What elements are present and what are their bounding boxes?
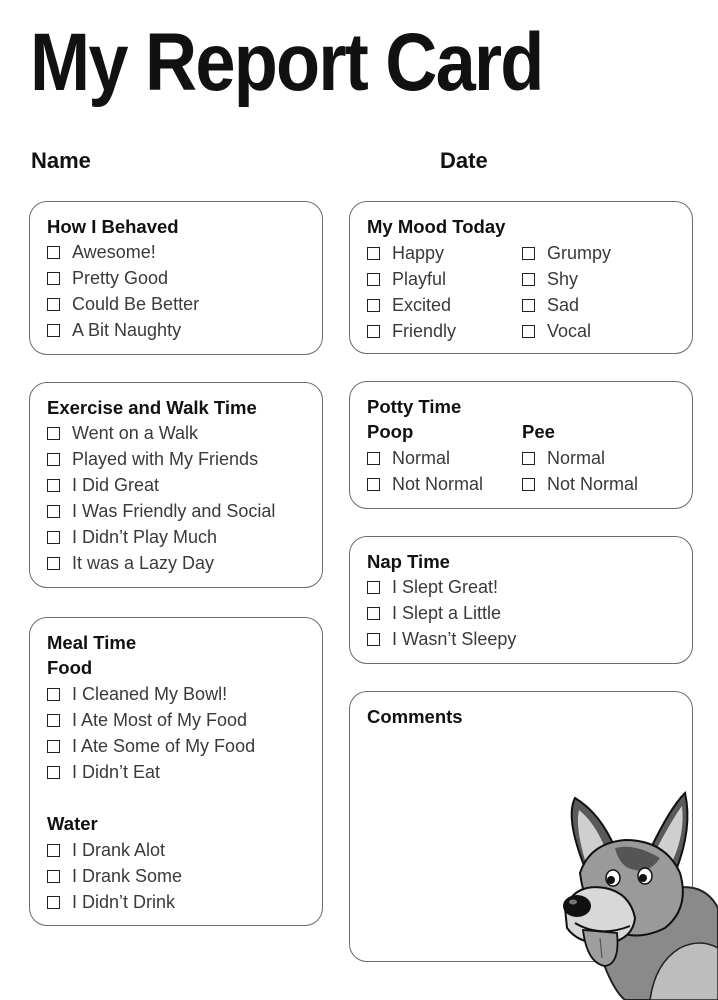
food-option[interactable] (47, 681, 322, 707)
option-label: Played with My Friends (72, 448, 259, 469)
checkbox[interactable] (522, 325, 535, 338)
option-label: I Didn’t Drink (72, 891, 176, 912)
water-option[interactable] (47, 837, 322, 863)
checkbox[interactable] (522, 299, 535, 312)
mood-option[interactable] (522, 318, 611, 344)
poop-label: Poop (367, 421, 414, 442)
checkbox[interactable] (367, 247, 380, 260)
checkbox[interactable] (522, 478, 535, 491)
option-label: Not Normal (547, 473, 639, 494)
date-label: Date (440, 148, 488, 173)
exercise-option[interactable] (47, 446, 322, 472)
option-label: Not Normal (392, 473, 484, 494)
checkbox[interactable] (367, 325, 380, 338)
poop-option[interactable] (367, 445, 483, 471)
exercise-option[interactable] (47, 472, 322, 498)
checkbox[interactable] (47, 272, 60, 285)
checkbox[interactable] (47, 453, 60, 466)
option-label: I Cleaned My Bowl! (72, 683, 228, 704)
checkbox[interactable] (47, 844, 60, 857)
checkbox[interactable] (522, 247, 535, 260)
checkbox[interactable] (47, 870, 60, 883)
nap-title: Nap Time (367, 551, 450, 572)
mood-right-column (522, 240, 611, 344)
behaved-option[interactable] (47, 291, 322, 317)
checkbox[interactable] (47, 479, 60, 492)
checkbox[interactable] (47, 298, 60, 311)
exercise-option[interactable] (47, 420, 322, 446)
checkbox[interactable] (367, 633, 380, 646)
option-label: I Drank Some (72, 865, 183, 886)
pee-option[interactable] (522, 471, 638, 497)
checkbox[interactable] (367, 273, 380, 286)
water-option[interactable] (47, 889, 322, 915)
option-label: Went on a Walk (72, 422, 199, 443)
page-title: My Report Card (30, 17, 543, 108)
checkbox[interactable] (47, 505, 60, 518)
option-label: Pretty Good (72, 267, 169, 288)
food-option[interactable] (47, 733, 322, 759)
behaved-section (29, 201, 323, 355)
pee-label: Pee (522, 421, 555, 442)
food-option[interactable] (47, 707, 322, 733)
option-label: I Did Great (72, 474, 160, 495)
exercise-section (29, 382, 323, 588)
option-label: It was a Lazy Day (72, 552, 215, 573)
checkbox[interactable] (47, 688, 60, 701)
mood-section (349, 201, 693, 354)
option-label: Grumpy (547, 242, 612, 263)
mood-title: My Mood Today (367, 216, 506, 237)
option-label: I Slept a Little (392, 602, 502, 623)
checkbox[interactable] (522, 273, 535, 286)
checkbox[interactable] (47, 531, 60, 544)
checkbox[interactable] (367, 478, 380, 491)
pee-column (522, 419, 638, 497)
behaved-option[interactable] (47, 265, 322, 291)
meal-title: Meal Time (47, 632, 137, 653)
mood-option[interactable] (367, 266, 456, 292)
poop-option[interactable] (367, 471, 483, 497)
mood-option[interactable] (522, 292, 611, 318)
german-shepherd-icon (555, 788, 718, 1000)
option-label: Friendly (392, 320, 457, 341)
checkbox[interactable] (47, 896, 60, 909)
option-label: I Ate Most of My Food (72, 709, 248, 730)
exercise-option[interactable] (47, 550, 322, 576)
option-label: I Didn’t Play Much (72, 526, 218, 547)
checkbox[interactable] (367, 452, 380, 465)
nap-option[interactable] (367, 574, 692, 600)
option-label: Happy (392, 242, 445, 263)
mood-option[interactable] (522, 266, 611, 292)
option-label: I Was Friendly and Social (72, 500, 276, 521)
potty-section (349, 381, 693, 509)
pee-option[interactable] (522, 445, 638, 471)
checkbox[interactable] (367, 299, 380, 312)
exercise-option[interactable] (47, 524, 322, 550)
water-option[interactable] (47, 863, 322, 889)
option-label: I Drank Alot (72, 839, 166, 860)
option-label: Normal (547, 447, 606, 468)
option-label: Sad (547, 294, 580, 315)
behaved-title: How I Behaved (47, 216, 179, 237)
behaved-option[interactable] (47, 239, 322, 265)
option-label: Awesome! (72, 241, 156, 262)
mood-option[interactable] (522, 240, 611, 266)
option-label: I Wasn’t Sleepy (392, 628, 517, 649)
name-label: Name (31, 148, 91, 173)
checkbox[interactable] (47, 766, 60, 779)
option-label: Could Be Better (72, 293, 200, 314)
checkbox[interactable] (367, 581, 380, 594)
checkbox[interactable] (522, 452, 535, 465)
behaved-option[interactable] (47, 317, 322, 343)
checkbox[interactable] (47, 324, 60, 337)
nap-section (349, 536, 693, 664)
checkbox[interactable] (47, 740, 60, 753)
option-label: Normal (392, 447, 451, 468)
mood-left-column (367, 240, 456, 344)
mood-option[interactable] (367, 318, 456, 344)
option-label: I Slept Great! (392, 576, 499, 597)
mood-option[interactable] (367, 292, 456, 318)
option-label: I Ate Some of My Food (72, 735, 256, 756)
checkbox[interactable] (47, 427, 60, 440)
water-label: Water (47, 813, 98, 834)
mood-option[interactable] (367, 240, 456, 266)
potty-title: Potty Time (367, 396, 462, 417)
checkbox[interactable] (47, 557, 60, 570)
option-label: I Didn’t Eat (72, 761, 161, 782)
option-label: Playful (392, 268, 447, 289)
poop-column (367, 419, 483, 497)
food-option[interactable] (47, 759, 322, 785)
comments-title: Comments (367, 706, 463, 727)
option-label: Shy (547, 268, 579, 289)
checkbox[interactable] (47, 714, 60, 727)
nap-option[interactable] (367, 600, 692, 626)
option-label: Excited (392, 294, 452, 315)
option-label: Vocal (547, 320, 592, 341)
option-label: A Bit Naughty (72, 319, 182, 340)
nap-option[interactable] (367, 626, 692, 652)
checkbox[interactable] (47, 246, 60, 259)
food-label: Food (47, 657, 93, 678)
checkbox[interactable] (367, 607, 380, 620)
exercise-option[interactable] (47, 498, 322, 524)
exercise-title: Exercise and Walk Time (47, 397, 257, 418)
meal-section (29, 617, 323, 926)
